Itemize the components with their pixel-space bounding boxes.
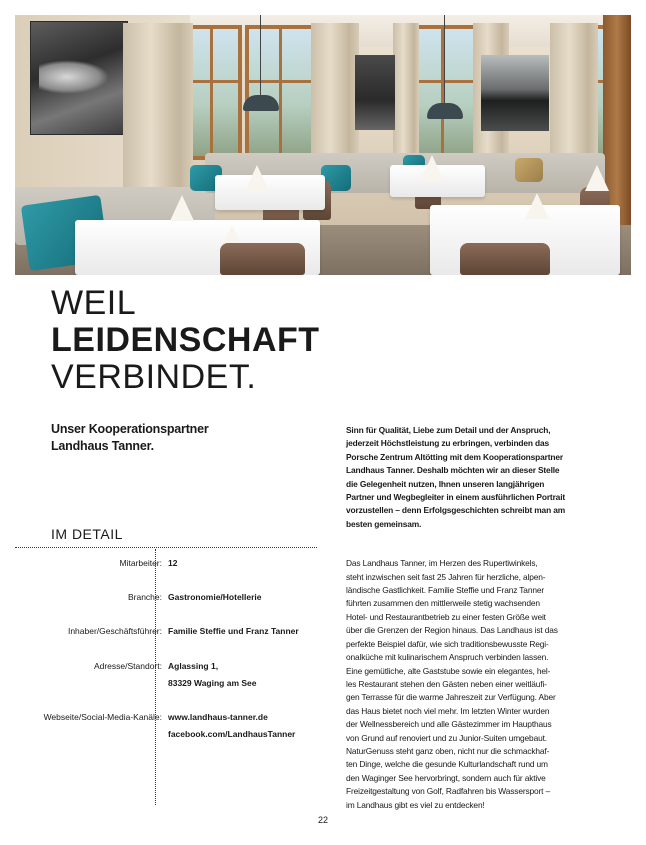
text-line: gen Terrasse für die warme Jahreszeit zur Verfügung. Aber (346, 692, 556, 703)
pendant-lamp-icon (243, 95, 279, 111)
detail-value (168, 589, 262, 606)
pendant-lamp-icon (427, 103, 463, 119)
photo-chair (220, 243, 305, 275)
subheadline-line-2: Landhaus Tanner. (51, 439, 154, 453)
detail-value-line: Gastronomie/Hotellerie (168, 592, 262, 602)
photo-table (215, 175, 325, 210)
detail-value-line: Aglassing 1, (168, 661, 219, 671)
text-line: von Grund auf renoviert und zu Junior-Suiten umgebaut. (346, 732, 547, 743)
text-line: das Haus bietet noch viel mehr. Im letzten Winter wurden (346, 705, 550, 716)
article-text (346, 424, 578, 812)
headline-line-1: WEIL (51, 284, 137, 322)
divider-horizontal (15, 547, 317, 548)
text-line: les Restaurant stehen den Gästen neben einer weitläufi- (346, 678, 547, 689)
detail-label: Mitarbeiter: (119, 558, 162, 568)
detail-label: Branche: (127, 592, 162, 602)
text-line: Partner und Wegbegleiter in einem ausführlichen Portrait (346, 492, 566, 503)
website-link[interactable]: www.landhaus-tanner.de (168, 712, 268, 722)
text-line: Hotel- und Restaurantbetrieb zu einer festen Größe weit (346, 611, 546, 622)
detail-value (168, 555, 177, 572)
photo-artwork-right (481, 55, 549, 131)
text-line: den Waginger See hervorbringt, sondern auch für aktive (346, 772, 546, 783)
photo-napkin (170, 195, 194, 221)
photo-napkin (525, 193, 549, 219)
photo-napkin (245, 165, 269, 191)
text-line: jederzeit Höchstleistung zu erbringen, verbinden das (346, 438, 550, 449)
text-line: steht inzwischen seit fast 25 Jahren für herzliche, alpen- (346, 571, 546, 582)
text-line: besten gemeinsam. (346, 518, 422, 529)
facebook-link[interactable]: facebook.com/LandhausTanner (168, 729, 296, 739)
photo-napkin (585, 165, 609, 191)
divider-vertical (155, 549, 156, 805)
subheadline-line-1: Unser Kooperationspartner (51, 422, 209, 436)
photo-artwork-left (30, 21, 128, 135)
intro-paragraph (346, 424, 578, 531)
text-line: vorzustellen – denn Erfolgsgeschichten schreibt man am (346, 505, 566, 516)
text-line: Sinn für Qualität, Liebe zum Detail und der Anspruch, (346, 425, 551, 435)
photo-curtain (123, 23, 193, 188)
text-line: ten Dinge, welche die gesunde Kulturlandschaft rund um (346, 759, 548, 770)
photo-artwork-middle (355, 55, 395, 130)
detail-value-line: Familie Steffie und Franz Tanner (168, 626, 299, 636)
headline-line-2: LEIDENSCHAFT (51, 321, 320, 359)
text-line: Porsche Zentrum Altötting mit dem Kooperationspartner (346, 451, 563, 462)
photo-napkin (420, 155, 444, 181)
photo-cushion (515, 158, 543, 182)
text-line: Eine gemütliche, alte Gaststube sowie ein elegantes, hel- (346, 665, 551, 676)
detail-value (168, 623, 299, 640)
subheadline (51, 421, 291, 455)
detail-value (168, 658, 257, 692)
detail-value-line: 12 (168, 558, 178, 568)
detail-value (168, 709, 295, 743)
text-line: der Wellnessbereich und alle Gästezimmer im Haupthaus (346, 719, 552, 730)
detail-label: Inhaber/Geschäftsführer: (67, 626, 162, 636)
detail-label: Webseite/Social-Media-Kanäle: (43, 712, 162, 722)
text-line: perfekte Beispiel dafür, wie sich traditionsbewusste Regi- (346, 638, 549, 649)
section-title-detail: IM DETAIL (51, 526, 123, 542)
photo-window (245, 25, 315, 160)
hero-photo (15, 15, 631, 275)
text-line: führten zusammen den mittlerweile stetig wachsenden (346, 598, 540, 609)
text-line: die Gelegenheit nutzen, Ihnen unseren langjährigen (346, 478, 545, 489)
text-line: Landhaus Tanner. Deshalb möchten wir an dieser Stelle (346, 465, 560, 476)
page-number: 22 (317, 815, 328, 825)
text-line: über die Grenzen der Region hinaus. Das Landhaus ist das (346, 625, 558, 636)
text-line: NaturGenuss steht ganz oben, nicht nur die schmackhaf- (346, 745, 550, 756)
detail-value-line: 83329 Waging am See (168, 678, 257, 688)
text-line: Das Landhaus Tanner, im Herzen des Rupertiwinkels, (346, 558, 538, 569)
text-line: im Landhaus gibt es viel zu entdecken! (346, 799, 485, 810)
page-headline (51, 285, 320, 396)
body-paragraph (346, 557, 578, 812)
text-line: ländische Gastlichkeit. Familie Steffie und Franz Tanner (346, 585, 544, 596)
text-line: Freizeitgestaltung von Golf, Radfahren bis Wassersport – (346, 786, 551, 797)
detail-label: Adresse/Standort: (93, 661, 162, 671)
headline-line-3: VERBINDET. (51, 358, 257, 396)
photo-chair (460, 243, 550, 275)
text-line: onalküche mit kulinarischem Anspruch verbinden lassen. (346, 652, 549, 663)
